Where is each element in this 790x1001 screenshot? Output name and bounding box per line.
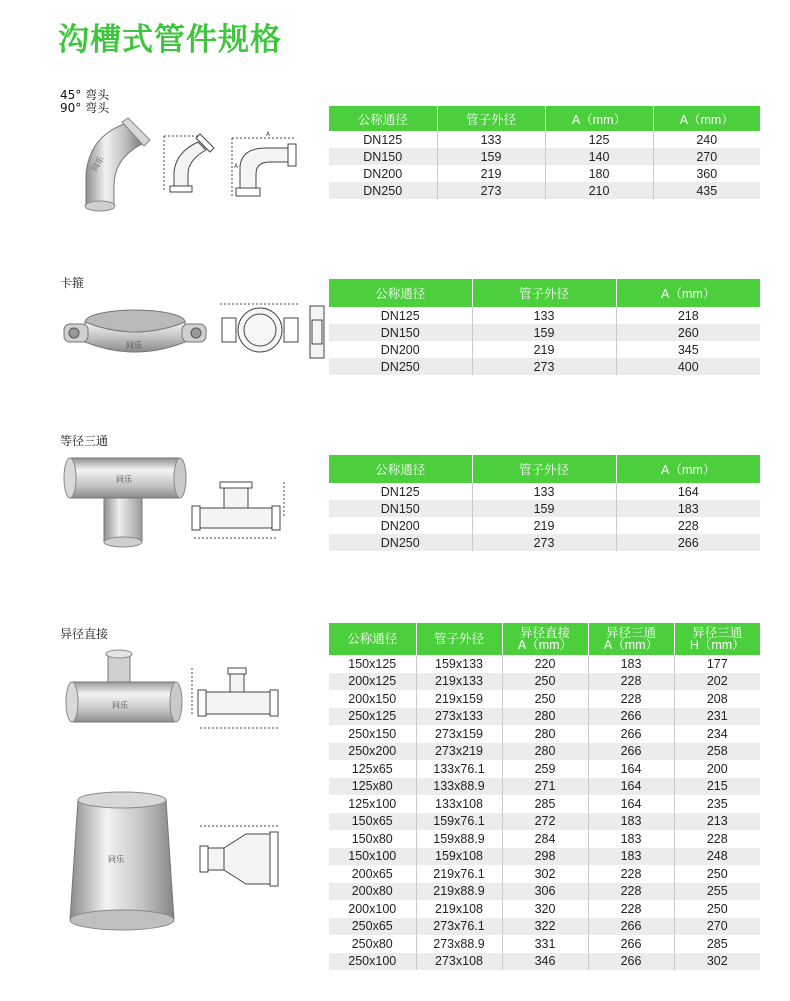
table-cell: 266 <box>588 935 674 953</box>
table-cell: 159x88.9 <box>416 830 502 848</box>
table-cell: 266 <box>616 534 760 551</box>
table-cell: DN125 <box>329 131 437 148</box>
table-cell: 159 <box>437 148 545 165</box>
table-cell: 150x65 <box>329 813 416 831</box>
table-cell: 228 <box>588 690 674 708</box>
table-cell: 250x65 <box>329 918 416 936</box>
table-row <box>329 517 760 534</box>
table-row <box>329 131 760 148</box>
table-cell: 298 <box>502 848 588 866</box>
table-cell: 255 <box>674 883 760 901</box>
table-cell: 159 <box>472 324 616 341</box>
table-cell: 250x200 <box>329 743 416 761</box>
table-header-line: H（mm） <box>689 638 745 652</box>
svg-text:A: A <box>266 131 271 138</box>
table-cell: 133x88.9 <box>416 778 502 796</box>
table-row <box>329 307 760 324</box>
table-row <box>329 483 760 500</box>
table-cell: 150x80 <box>329 830 416 848</box>
elbow-45-drawing <box>160 128 230 198</box>
table-header: 公称通径 <box>329 455 472 483</box>
table-cell: DN150 <box>329 148 437 165</box>
table-header: A（mm） <box>545 106 653 131</box>
table-cell: 133 <box>472 307 616 324</box>
table-cell: 250 <box>502 690 588 708</box>
table-cell: 250x100 <box>329 953 416 971</box>
reducing-tee-drawing <box>186 662 290 738</box>
concentric-reducer-photo <box>64 790 180 940</box>
tee-spec-table <box>329 455 760 551</box>
table-header-line: A（mm） <box>603 638 659 652</box>
table-cell: 150x100 <box>329 848 416 866</box>
table-cell: 273x219 <box>416 743 502 761</box>
table-row <box>329 900 760 918</box>
table-row <box>329 725 760 743</box>
table-cell: 183 <box>616 500 760 517</box>
clamp-photo <box>60 298 210 368</box>
elbow-90-label: 90° 弯头 <box>60 101 110 115</box>
table-row <box>329 673 760 691</box>
table-cell: 220 <box>502 655 588 673</box>
table-header: 公称通径 <box>329 106 437 131</box>
table-cell: DN125 <box>329 307 472 324</box>
clamp-drawing-side <box>306 302 328 362</box>
table-cell: 228 <box>588 883 674 901</box>
table-row <box>329 324 760 341</box>
table-cell: 266 <box>588 725 674 743</box>
table-cell: 183 <box>588 848 674 866</box>
table-cell: 219x159 <box>416 690 502 708</box>
table-cell: 250 <box>674 865 760 883</box>
concentric-reducer-brand: 同乐 <box>108 855 124 864</box>
table-cell: 302 <box>502 865 588 883</box>
table-cell: 306 <box>502 883 588 901</box>
clamp-spec-table <box>329 279 760 375</box>
table-header-line: A（mm） <box>517 638 573 652</box>
elbow-90-drawing <box>226 126 306 200</box>
table-cell: 231 <box>674 708 760 726</box>
table-cell: 280 <box>502 725 588 743</box>
table-cell: 235 <box>674 795 760 813</box>
table-cell: 200x150 <box>329 690 416 708</box>
table-cell: 183 <box>588 830 674 848</box>
table-header-line: 异径三通 <box>605 626 656 640</box>
table-cell: 213 <box>674 813 760 831</box>
table-header: A（mm） <box>616 279 760 307</box>
table-cell: 228 <box>588 673 674 691</box>
table-header <box>674 623 760 655</box>
tee-brand: 同乐 <box>116 475 132 484</box>
table-row <box>329 848 760 866</box>
table-cell: 273x108 <box>416 953 502 971</box>
table-cell: 285 <box>674 935 760 953</box>
table-cell: 248 <box>674 848 760 866</box>
table-cell: 164 <box>616 483 760 500</box>
table-cell: 322 <box>502 918 588 936</box>
table-cell: 133x76.1 <box>416 760 502 778</box>
tee-photo <box>60 452 190 550</box>
table-cell: 331 <box>502 935 588 953</box>
table-row <box>329 795 760 813</box>
table-cell: DN200 <box>329 165 437 182</box>
table-cell: 273 <box>472 358 616 375</box>
table-cell: 234 <box>674 725 760 743</box>
table-cell: 228 <box>588 900 674 918</box>
table-cell: 250x80 <box>329 935 416 953</box>
table-cell: 250 <box>674 900 760 918</box>
table-cell: DN250 <box>329 182 437 199</box>
table-cell: 159 <box>472 500 616 517</box>
table-cell: DN150 <box>329 500 472 517</box>
table-cell: DN150 <box>329 324 472 341</box>
table-cell: 250x125 <box>329 708 416 726</box>
table-row <box>329 655 760 673</box>
table-row <box>329 813 760 831</box>
table-cell: 140 <box>545 148 653 165</box>
table-cell: 125x65 <box>329 760 416 778</box>
table-cell: 159x76.1 <box>416 813 502 831</box>
table-cell: 259 <box>502 760 588 778</box>
table-row <box>329 953 760 971</box>
concentric-reducer-drawing <box>192 822 288 892</box>
table-row <box>329 743 760 761</box>
table-cell: 133x108 <box>416 795 502 813</box>
table-cell: 219x108 <box>416 900 502 918</box>
table-cell: 159x133 <box>416 655 502 673</box>
table-cell: 270 <box>674 918 760 936</box>
elbow-45-label: 45° 弯头 <box>60 88 110 102</box>
table-cell: 200x125 <box>329 673 416 691</box>
table-cell: 258 <box>674 743 760 761</box>
table-row <box>329 830 760 848</box>
elbow-45-photo <box>72 116 162 212</box>
table-header-line: 管子外径 <box>433 632 484 646</box>
table-header <box>329 623 416 655</box>
table-cell: 219 <box>472 517 616 534</box>
table-cell: 215 <box>674 778 760 796</box>
table-cell: 183 <box>588 813 674 831</box>
table-row <box>329 534 760 551</box>
table-cell: 273x88.9 <box>416 935 502 953</box>
table-header-line: 异径直接 <box>519 626 570 640</box>
table-row <box>329 182 760 199</box>
table-row <box>329 708 760 726</box>
table-cell: 219 <box>437 165 545 182</box>
table-cell: 302 <box>674 953 760 971</box>
table-cell: 202 <box>674 673 760 691</box>
table-cell: 272 <box>502 813 588 831</box>
table-cell: 273 <box>437 182 545 199</box>
table-row <box>329 500 760 517</box>
table-header-line: 公称通径 <box>347 632 398 646</box>
table-row <box>329 935 760 953</box>
table-cell: 218 <box>616 307 760 324</box>
reducer-label: 异径直接 <box>60 627 109 641</box>
table-cell: 345 <box>616 341 760 358</box>
table-cell: 266 <box>588 743 674 761</box>
table-header-line: 异径三通 <box>692 626 743 640</box>
table-cell: 228 <box>616 517 760 534</box>
table-header <box>416 623 502 655</box>
table-cell: DN200 <box>329 341 472 358</box>
table-header: 管子外径 <box>472 455 616 483</box>
table-cell: 273x159 <box>416 725 502 743</box>
table-cell: 219 <box>472 341 616 358</box>
table-header: A（mm） <box>653 106 760 131</box>
table-cell: 266 <box>588 918 674 936</box>
table-cell: 133 <box>472 483 616 500</box>
table-cell: 273x76.1 <box>416 918 502 936</box>
table-cell: 208 <box>674 690 760 708</box>
table-cell: 219x76.1 <box>416 865 502 883</box>
table-cell: 200 <box>674 760 760 778</box>
table-cell: DN250 <box>329 358 472 375</box>
table-header: A（mm） <box>616 455 760 483</box>
table-cell: 210 <box>545 182 653 199</box>
tee-drawing <box>188 478 288 546</box>
table-cell: 228 <box>674 830 760 848</box>
table-header: 管子外径 <box>437 106 545 131</box>
table-cell: 260 <box>616 324 760 341</box>
table-cell: 219x133 <box>416 673 502 691</box>
table-row <box>329 760 760 778</box>
table-row <box>329 865 760 883</box>
table-header: 公称通径 <box>329 279 472 307</box>
table-cell: DN200 <box>329 517 472 534</box>
table-cell: 200x80 <box>329 883 416 901</box>
table-header <box>588 623 674 655</box>
table-cell: 435 <box>653 182 760 199</box>
elbow-spec-table <box>329 106 760 199</box>
table-cell: 228 <box>588 865 674 883</box>
table-cell: DN125 <box>329 483 472 500</box>
table-cell: 133 <box>437 131 545 148</box>
table-cell: 183 <box>588 655 674 673</box>
table-cell: DN250 <box>329 534 472 551</box>
table-row <box>329 778 760 796</box>
table-cell: 280 <box>502 743 588 761</box>
table-cell: 219x88.9 <box>416 883 502 901</box>
reducing-tee-brand: 同乐 <box>112 701 128 710</box>
table-cell: 280 <box>502 708 588 726</box>
table-cell: 266 <box>588 953 674 971</box>
table-row <box>329 148 760 165</box>
table-cell: 400 <box>616 358 760 375</box>
table-row <box>329 165 760 182</box>
table-cell: 177 <box>674 655 760 673</box>
table-cell: 346 <box>502 953 588 971</box>
table-row <box>329 918 760 936</box>
table-cell: 200x65 <box>329 865 416 883</box>
table-cell: 320 <box>502 900 588 918</box>
table-cell: 273x133 <box>416 708 502 726</box>
table-row <box>329 341 760 358</box>
table-cell: 200x100 <box>329 900 416 918</box>
table-row <box>329 690 760 708</box>
table-cell: 250 <box>502 673 588 691</box>
clamp-brand: 同乐 <box>126 341 142 350</box>
table-cell: 125x100 <box>329 795 416 813</box>
page-title: 沟槽式管件规格 <box>58 22 282 58</box>
table-header: 管子外径 <box>472 279 616 307</box>
table-cell: 125x80 <box>329 778 416 796</box>
table-cell: 266 <box>588 708 674 726</box>
elbow-brand: 同乐 <box>89 154 106 173</box>
table-cell: 164 <box>588 795 674 813</box>
table-cell: 164 <box>588 778 674 796</box>
table-cell: 164 <box>588 760 674 778</box>
table-cell: 271 <box>502 778 588 796</box>
table-cell: 250x150 <box>329 725 416 743</box>
table-row <box>329 883 760 901</box>
table-cell: 270 <box>653 148 760 165</box>
table-cell: 285 <box>502 795 588 813</box>
reducing-tee-photo <box>64 648 184 732</box>
clamp-label: 卡箍 <box>60 276 85 290</box>
tee-label: 等径三通 <box>60 434 109 448</box>
table-cell: 159x108 <box>416 848 502 866</box>
table-row <box>329 358 760 375</box>
table-cell: 150x125 <box>329 655 416 673</box>
table-cell: 360 <box>653 165 760 182</box>
table-cell: 273 <box>472 534 616 551</box>
table-cell: 180 <box>545 165 653 182</box>
table-header <box>502 623 588 655</box>
table-cell: 284 <box>502 830 588 848</box>
table-cell: 240 <box>653 131 760 148</box>
clamp-drawing-front <box>218 298 302 362</box>
svg-text:A: A <box>234 163 239 170</box>
reducer-spec-table <box>329 623 760 970</box>
table-cell: 125 <box>545 131 653 148</box>
